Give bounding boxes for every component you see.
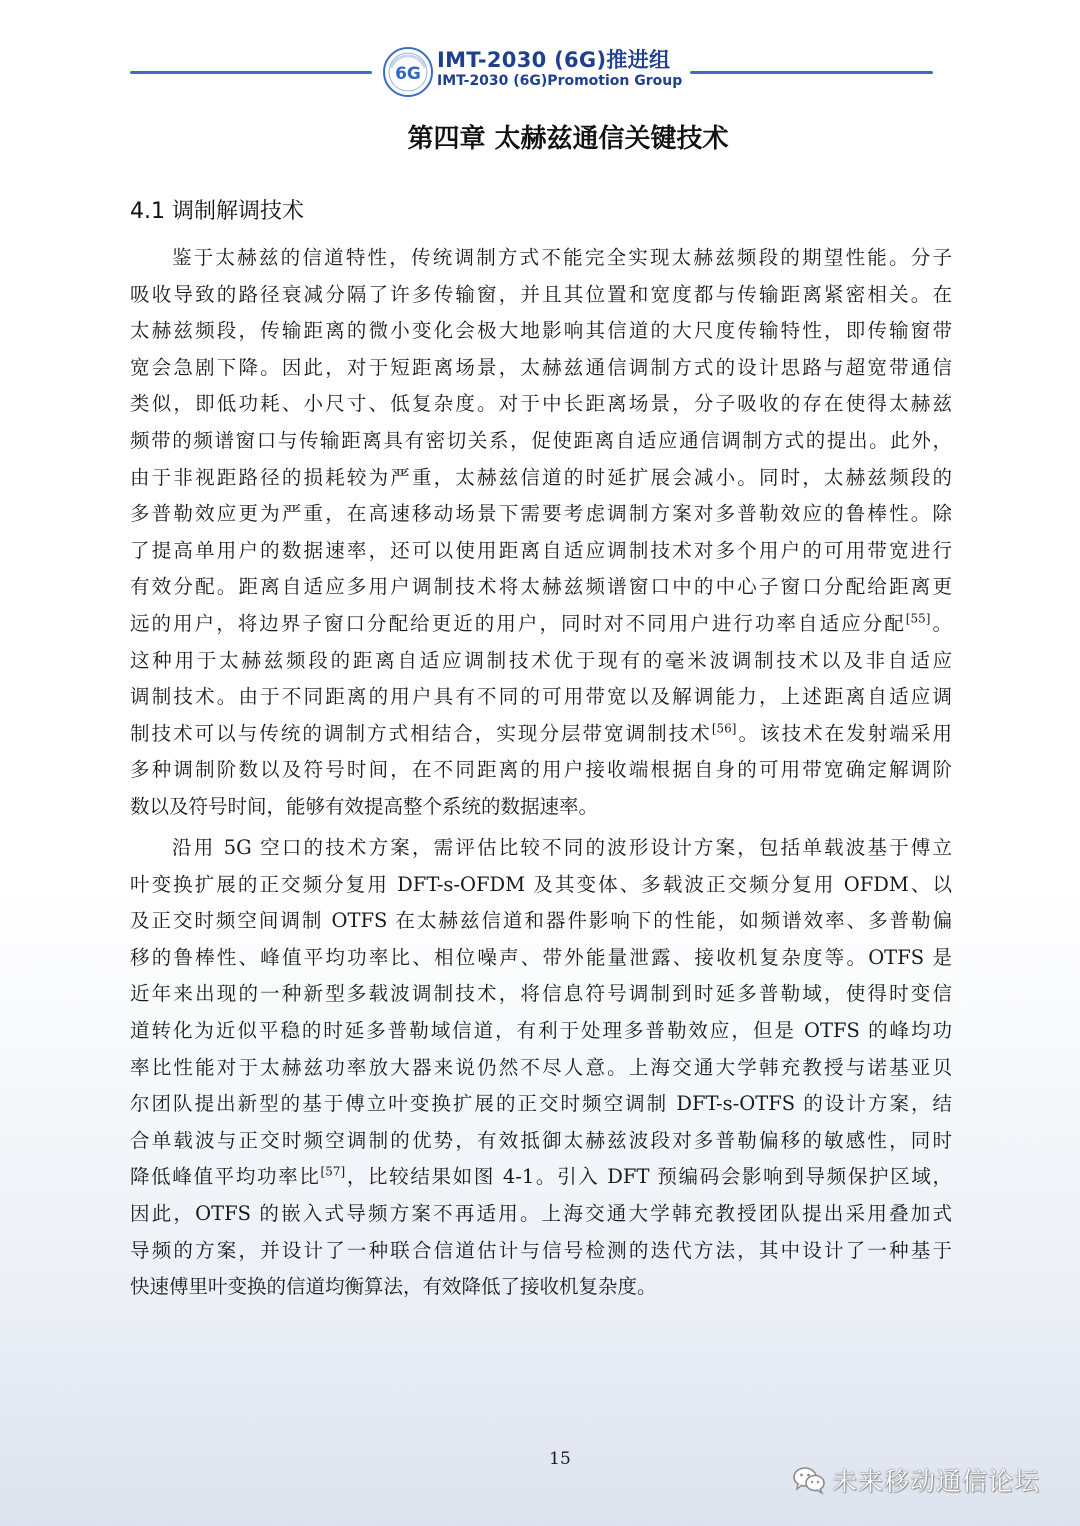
- paragraph-line: 鉴于太赫兹的信道特性，传统调制方式不能完全实现太赫兹频段的期望性能。分子: [172, 246, 952, 269]
- body-paragraph: [130, 240, 952, 826]
- paragraph-line: 快速傅里叶变换的信道均衡算法，有效降低了接收机复杂度。: [130, 1275, 657, 1299]
- paragraph-line: 吸收导致的路径衰减分隔了许多传输窗，并且其位置和宽度都与传输距离紧密相关。在: [130, 282, 952, 306]
- paragraph-line: 降低峰值平均功率比[57]，比较结果如图 4-1。引入 DFT 预编码会影响到导频保护区域，: [130, 1164, 952, 1189]
- paragraph-line: 因此，OTFS 的嵌入式导频方案不再适用。上海交通大学韩充教授团队提出采用叠加式: [130, 1201, 952, 1225]
- paragraph-line: 宽会急剧下降。因此，对于短距离场景，太赫兹通信调制方式的设计思路与超宽带通信: [130, 355, 952, 379]
- paragraph-line: 多普勒效应更为严重，在高速移动场景下需要考虑调制方案对多普勒效应的鲁棒性。除: [130, 502, 952, 526]
- paragraph-line: 由于非视距路径的损耗较为严重，太赫兹信道的时延扩展会减小。同时，太赫兹频段的: [130, 465, 952, 489]
- paragraph-line: 叶变换扩展的正交频分复用 DFT-s-OFDM 及其变体、多载波正交频分复用 OFDM、以: [130, 872, 952, 896]
- paragraph-line: 合单载波与正交时频空调制的优势，有效抵御太赫兹波段对多普勒偏移的敏感性，同时: [130, 1128, 952, 1152]
- wechat-icon: [792, 1465, 826, 1495]
- paragraph-line: 这种用于太赫兹频段的距离自适应调制技术优于现有的毫米波调制技术以及非自适应: [130, 648, 952, 672]
- org-name: [437, 48, 682, 90]
- paragraph-line: 类似，即低功耗、小尺寸、低复杂度。对于中长距离场景，分子吸收的存在使得太赫兹: [130, 392, 952, 416]
- paragraph-line: 近年来出现的一种新型多载波调制技术，将信息符号调制到时延多普勒域，使得时变信: [130, 982, 952, 1006]
- paragraph-line: 数以及符号时间，能够有效提高整个系统的数据速率。: [130, 794, 599, 818]
- org-name-zh: IMT-2030 (6G)推进组: [437, 48, 671, 72]
- paragraph-line: 多种调制阶数以及符号时间，在不同距离的用户接收端根据自身的可用带宽确定解调阶: [130, 758, 952, 782]
- paragraph-line: 调制技术。由于不同距离的用户具有不同的可用带宽以及解调能力，上述距离自适应调: [130, 685, 952, 709]
- paragraph-line: 太赫兹频段，传输距离的微小变化会极大地影响其信道的大尺度传输特性，即传输窗带: [130, 319, 952, 343]
- org-name-en: IMT-2030 (6G)Promotion Group: [437, 73, 683, 89]
- chapter-title: 第四章 太赫兹通信关键技术: [407, 124, 729, 154]
- section-title: 4.1 调制解调技术: [130, 199, 304, 224]
- paragraph-line: 频带的频谱窗口与传输距离具有密切关系，促使距离自适应通信调制方式的提出。此外，: [130, 428, 952, 452]
- page-header: [0, 40, 1080, 110]
- watermark-text: 未来移动通信论坛: [832, 1467, 1041, 1496]
- paragraph-line: 尔团队提出新型的基于傅立叶变换扩展的正交时频空调制 DFT-s-OTFS 的设计方案，结: [130, 1092, 952, 1116]
- watermark: [792, 1462, 1040, 1498]
- paragraph-line: 率比性能对于太赫兹功率放大器来说仍然不尽人意。上海交通大学韩充教授与诺基亚贝: [130, 1055, 952, 1079]
- paragraph-line: 移的鲁棒性、峰值平均功率比、相位噪声、带外能量泄露、接收机复杂度等。OTFS 是: [130, 945, 952, 969]
- paragraph-line: 制技术可以与传统的调制方式相结合，实现分层带宽调制技术[56]。该技术在发射端采用: [130, 721, 952, 745]
- paragraph-line: 及正交时频空间调制 OTFS 在太赫兹信道和器件影响下的性能，如频谱效率、多普勒偏: [130, 909, 952, 933]
- paragraph-line: 了提高单用户的数据速率，还可以使用距离自适应调制技术对多个用户的可用带宽进行: [130, 538, 952, 562]
- body-paragraph: [130, 830, 952, 1306]
- paragraph-line: 有效分配。距离自适应多用户调制技术将太赫兹频谱窗口中的中心子窗口分配给距离更: [130, 575, 952, 599]
- header-rule-right: [690, 71, 933, 74]
- paragraph-line: 导频的方案，并设计了一种联合信道估计与信号检测的迭代方法，其中设计了一种基于: [130, 1238, 952, 1262]
- logo-text: 6G: [395, 64, 421, 84]
- paragraph-line: 远的用户，将边界子窗口分配给更近的用户，同时对不同用户进行功率自适应分配[55]。: [130, 611, 952, 635]
- paragraph-line: 沿用 5G 空口的技术方案，需评估比较不同的波形设计方案，包括单载波基于傅立: [172, 836, 952, 859]
- paragraph-line: 道转化为近似平稳的时延多普勒域信道，有利于处理多普勒效应，但是 OTFS 的峰均功: [130, 1018, 952, 1042]
- imt2030-logo-icon: [382, 46, 434, 98]
- header-rule-left: [130, 71, 372, 74]
- page-number: 15: [549, 1449, 571, 1469]
